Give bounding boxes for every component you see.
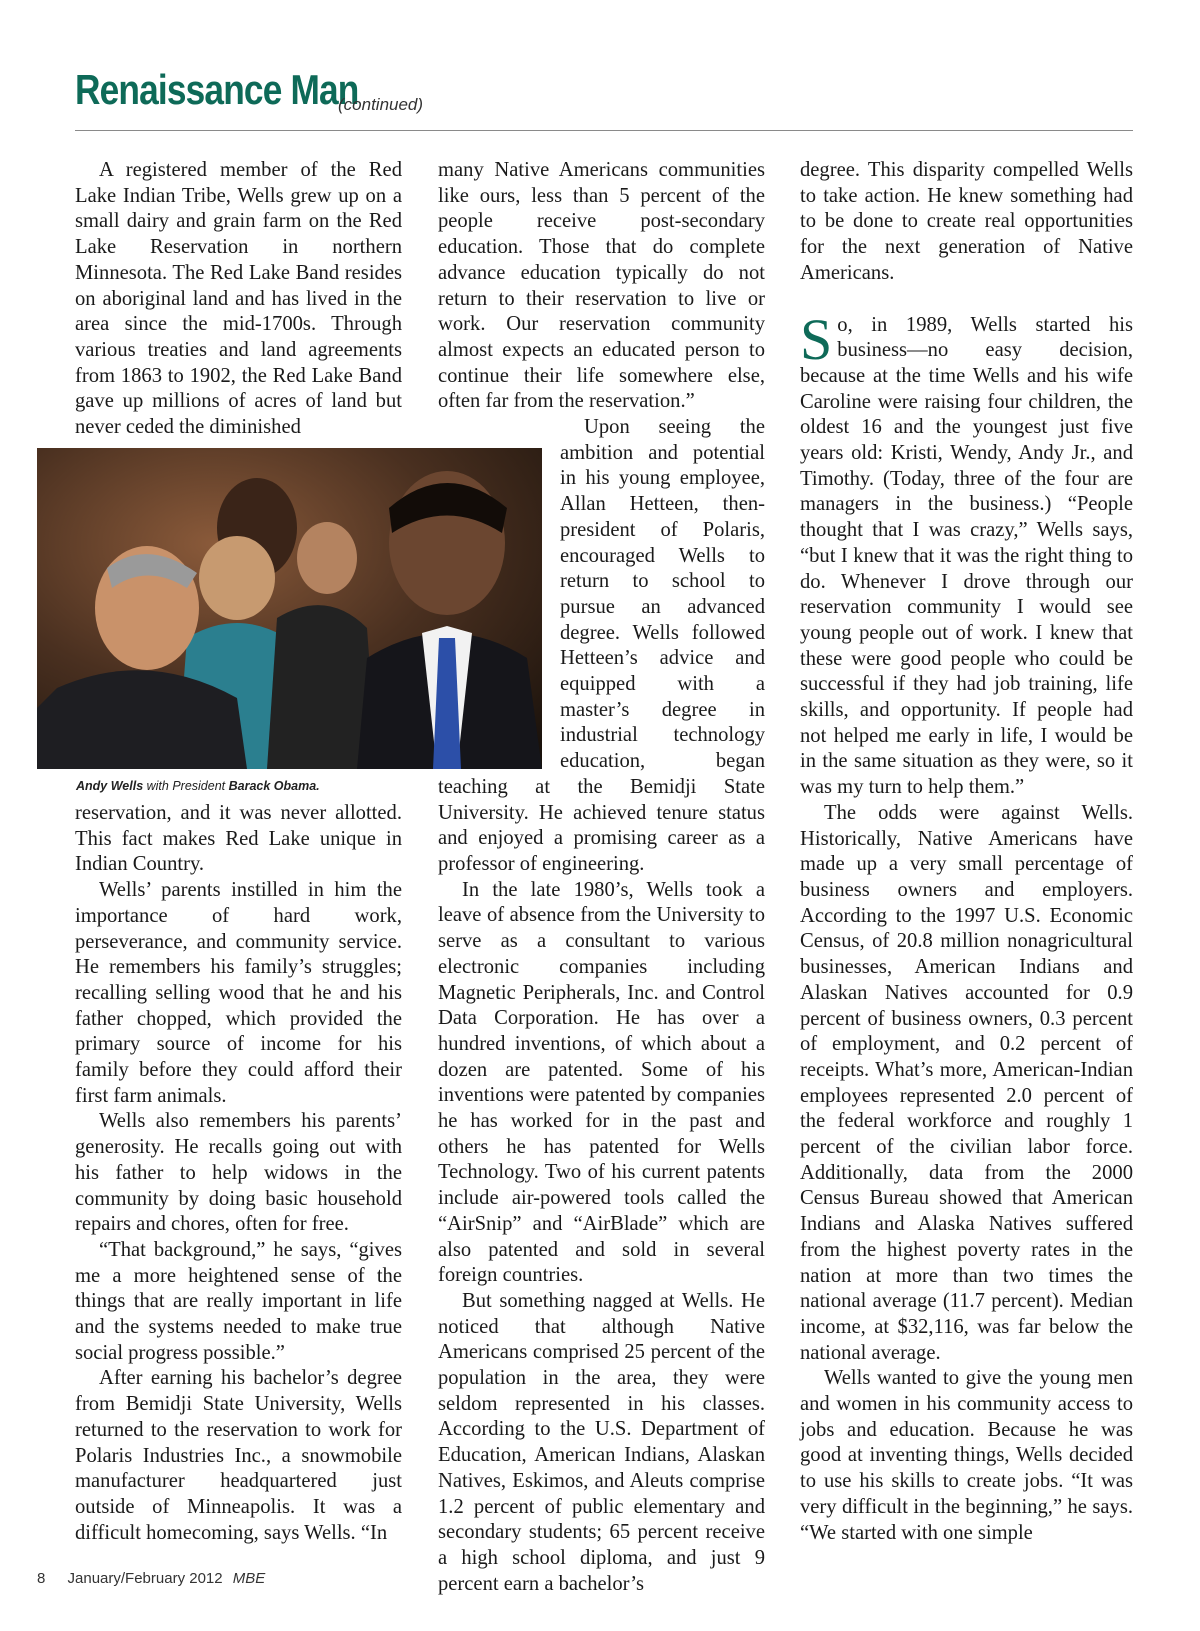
col1-paragraph-1: A registered member of the Red Lake Indian Tribe, Wells grew up on a small dairy and grain farm on the Red Lake Reservation in northern Minnesota. The Red Lake Band resides on aboriginal land and has lived in the area since the mid-1700s. Through various treaties and land agreements from 1863 to 1902, the Red Lake Band gave up millions of acres of land but never ceded the diminished <box>75 159 402 439</box>
section-break <box>800 287 1133 313</box>
col1-paragraph-5: After earning his bachelor’s degree from Bemidji State University, Wells returned to the reservation to work for Polaris Industries Inc., a snowmobile manufacturer headquartered just outside of Minneapolis. It was a difficult homecoming, says Wells. “In <box>75 1367 402 1544</box>
col3-paragraph-2-text: o, in 1989, Wells started his business—no easy decision, because at the time Wells and his wife Caroline were raising four children, the oldest 16 and the youngest just five years old: Kristi, Wendy, Andy Jr., and Timothy. (Today, three of the four are managers in the business.) “People thought that I was crazy,” Wells says, “but I knew that it was the right thing to do. Whenever I drove through our reservation community I would see young people out of work. I knew that these were good people who could be successful if they had job training, life skills, and opportunity. If people had not helped me early in life, I would be in the same situation as they were, so it was my turn to help them.” <box>800 313 1133 799</box>
col1-paragraph-2: Wells’ parents instilled in him the importance of hard work, perseverance, and community service. He remembers his family’s struggles; recalling selling wood that he and his father chopped, which provided the primary source of income for his family before they could afford their first farm animals. <box>75 879 402 1107</box>
column-3 <box>800 158 1133 1546</box>
article-title: Renaissance Man <box>75 66 359 113</box>
header-divider <box>75 130 1133 131</box>
column-1-bottom <box>75 801 402 1546</box>
col2-paragraph-3: In the late 1980’s, Wells took a leave of absence from the University to serve as a consultant to various electronic companies including Magnetic Peripherals, Inc. and Control Data Corporation. He has over a hundred inventions, of which about a dozen are patented. Some of his inventions were patented by companies he has worked for in the past and others he has patented for Wells Technology. Two of his current patents include air-powered tools called the “AirSnip” and “AirBlade” which are also patented and sold in several foreign countries. <box>438 878 765 1287</box>
col3-paragraph-2 <box>800 306 1133 801</box>
drop-cap: S <box>800 306 833 372</box>
col2-paragraph-2: Upon seeing the ambition and potential in his young employee, Allan Hetteen, then-president of Polaris, encouraged Wells to return to school to pursue an advanced degree. Wells followed Hetteen’s advice and equipped with a master’s degree in industrial technology education, began teaching at the Bemidji State University. He achieved tenure status and enjoyed a promising career as a professor of engineering. <box>438 416 765 875</box>
col2-paragraph-4: But something nagged at Wells. He noticed that although Native Americans comprised 25 percent of the population in the area, they were seldom represented in his classes. According to the U.S. Department of Education, American Indians, Alaskan Natives, Eskimos, and Aleuts comprise 1.2 percent of public elementary and secondary students; 65 percent receive a high school diploma, and just 9 percent earn a bachelor’s <box>438 1289 765 1595</box>
caption-name-obama: Barack Obama. <box>228 779 320 793</box>
photo-caption <box>76 779 320 793</box>
article-subtitle: (continued) <box>338 95 424 114</box>
column-1-top <box>75 158 402 441</box>
col3-paragraph-3: The odds were against Wells. Historically, Native Americans have made up a very small percentage of business owners and employers. According to the 1997 U.S. Economic Census, of 20.8 million nonagricultural businesses, American Indians and Alaskan Natives accounted for 0.9 percent of business owners, 0.3 percent of employment, and 0.2 percent of receipts. What’s more, American-Indian employees represented 2.0 percent of the federal workforce and roughly 1 percent of the civilian labor force. Additionally, data from the 2000 Census Bureau showed that American Indians and Alaska Natives suffered from the highest poverty rates in the nation at more than two times the national average (11.7 percent). Median income, at $32,116, was far below the national average. <box>800 801 1133 1364</box>
col1-paragraph-4: “That background,” he says, “gives me a more heightened sense of the things that are really important in life and the systems needed to make true social progress possible.” <box>75 1238 402 1364</box>
col3-paragraph-1: degree. This disparity compelled Wells to take action. He knew something had to be done to create real opportunities for the next generation of Native Americans. <box>800 159 1133 284</box>
article-header <box>75 66 1133 114</box>
issue-date: January/February 2012 <box>67 1570 223 1587</box>
col1-paragraph-3: Wells also remembers his parents’ generosity. He recalls going out with his father to help widows in the community by doing basic household repairs and chores, often for free. <box>75 1110 402 1236</box>
col1-paragraph-1-continued: reservation, and it was never allotted. This fact makes Red Lake unique in Indian Country. <box>75 802 402 876</box>
col2-paragraph-1: many Native Americans communities like ours, less than 5 percent of the people receive post-secondary education. Those that do complete advance education typically do not return to their reservation to live or work. Our reservation community almost expects an educated person to continue their life somewhere else, often far from the reservation.” <box>438 159 765 413</box>
magazine-name: MBE <box>232 1570 266 1587</box>
photo-wrap-space <box>438 415 560 760</box>
column-2 <box>438 158 765 1597</box>
page-number: 8 <box>37 1570 46 1587</box>
col3-paragraph-4: Wells wanted to give the young men and women in his community access to jobs and education. Because he was good at inventing things, Wells decided to use his skills to create jobs. “It was very difficult in the beginning,” he says. “We started with one simple <box>800 1367 1133 1544</box>
caption-connector: with President <box>143 779 229 793</box>
caption-name-wells: Andy Wells <box>76 779 144 793</box>
page-footer <box>37 1570 265 1587</box>
